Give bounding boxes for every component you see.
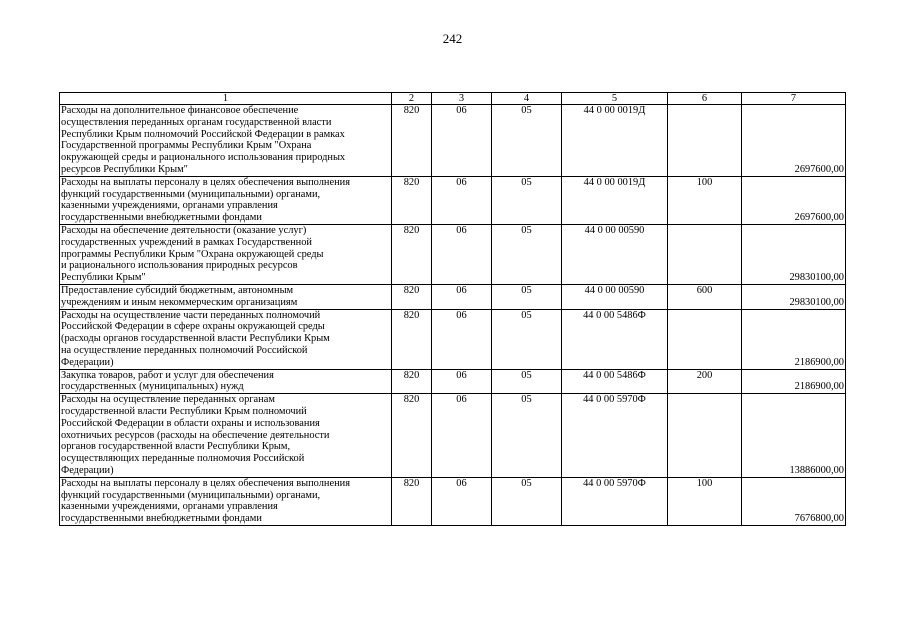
subsection-cell: 05 — [492, 394, 562, 478]
section-cell: 06 — [432, 284, 492, 309]
header-cell-2: 2 — [392, 93, 432, 105]
item-name-cell — [60, 477, 392, 525]
target-article-cell: 44 0 00 00590 — [562, 224, 668, 284]
expense-type-cell: 100 — [668, 176, 742, 224]
expense-type-cell: 100 — [668, 477, 742, 525]
subsection-cell: 05 — [492, 369, 562, 394]
expense-type-cell: 600 — [668, 284, 742, 309]
item-name-line: Расходы на обеспечение деятельности (оказание услуг) — [61, 224, 307, 236]
item-name-line: Предоставление субсидий бюджетным, автономным — [61, 284, 294, 296]
item-name-line: государственных учреждений в рамках Государственной — [61, 236, 312, 248]
subsection-cell: 05 — [492, 284, 562, 309]
budget-table — [59, 92, 846, 526]
amount-cell: 2697600,00 — [742, 105, 846, 177]
grbs-cell: 820 — [392, 394, 432, 478]
subsection-cell: 05 — [492, 477, 562, 525]
item-name-line: на осуществление переданных полномочий Российской — [61, 344, 308, 356]
table-row — [60, 309, 846, 369]
table-row — [60, 284, 846, 309]
target-article-cell: 44 0 00 0019Д — [562, 105, 668, 177]
grbs-cell: 820 — [392, 284, 432, 309]
item-name-line: функций государственными (муниципальными) органами, — [61, 489, 321, 501]
item-name-line: Расходы на выплаты персоналу в целях обеспечения выполнения — [61, 176, 350, 188]
header-cell-1: 1 — [60, 93, 392, 105]
grbs-cell: 820 — [392, 369, 432, 394]
item-name-line: программы Республики Крым "Охрана окружающей среды — [61, 248, 324, 260]
expense-type-cell — [668, 224, 742, 284]
subsection-cell: 05 — [492, 105, 562, 177]
grbs-cell: 820 — [392, 176, 432, 224]
grbs-cell: 820 — [392, 309, 432, 369]
item-name-line: осуществления переданных органам государственной власти — [61, 116, 332, 128]
subsection-cell: 05 — [492, 176, 562, 224]
item-name-line: органов государственной власти Республики Крым, — [61, 441, 291, 453]
item-name-cell — [60, 394, 392, 478]
item-name-line: Закупка товаров, работ и услуг для обеспечения — [61, 369, 274, 381]
target-article-cell: 44 0 00 5970Ф — [562, 394, 668, 478]
header-row — [60, 93, 846, 105]
section-cell: 06 — [432, 477, 492, 525]
expense-type-cell — [668, 394, 742, 478]
subsection-cell: 05 — [492, 224, 562, 284]
item-name-line: казенными учреждениями, органами управления — [61, 501, 278, 513]
item-name-line: государственными внебюджетными фондами — [61, 513, 262, 525]
item-name-line: Республики Крым полномочий Российской Федерации в рамках — [61, 128, 345, 140]
item-name-line: Расходы на осуществление части переданных полномочий — [61, 309, 321, 321]
item-name-line: осуществляющих переданные полномочия Российской — [61, 453, 305, 465]
expense-type-cell: 200 — [668, 369, 742, 394]
item-name-line: учреждениям и иным некоммерческим организациям — [61, 296, 298, 308]
amount-cell: 29830100,00 — [742, 284, 846, 309]
item-name-line: Республики Крым" — [61, 272, 146, 284]
header-cell-6: 6 — [668, 93, 742, 105]
section-cell: 06 — [432, 176, 492, 224]
target-article-cell: 44 0 00 5486Ф — [562, 369, 668, 394]
table-row — [60, 105, 846, 177]
table-row — [60, 477, 846, 525]
item-name-line: окружающей среды и рационального использования природных — [61, 152, 346, 164]
item-name-cell — [60, 284, 392, 309]
item-name-line: государственной власти Республики Крым полномочий — [61, 405, 307, 417]
amount-cell: 7676800,00 — [742, 477, 846, 525]
item-name-line: охотничьих ресурсов (расходы на обеспечение деятельности — [61, 429, 330, 441]
item-name-line: казенными учреждениями, органами управления — [61, 200, 278, 212]
table-body — [60, 93, 846, 526]
grbs-cell: 820 — [392, 105, 432, 177]
expense-type-cell — [668, 105, 742, 177]
table-row — [60, 224, 846, 284]
section-cell: 06 — [432, 224, 492, 284]
header-cell-4: 4 — [492, 93, 562, 105]
item-name-cell — [60, 176, 392, 224]
target-article-cell: 44 0 00 5486Ф — [562, 309, 668, 369]
amount-cell: 2186900,00 — [742, 369, 846, 394]
item-name-line: Федерации) — [61, 356, 114, 368]
item-name-line: ресурсов Республики Крым" — [61, 163, 188, 175]
expense-type-cell — [668, 309, 742, 369]
item-name-line: Российской Федерации в области охраны и использования — [61, 417, 320, 429]
target-article-cell: 44 0 00 5970Ф — [562, 477, 668, 525]
item-name-line: Государственной программы Республики Крым "Охрана — [61, 140, 312, 152]
item-name-cell — [60, 105, 392, 177]
section-cell: 06 — [432, 309, 492, 369]
item-name-line: (расходы органов государственной власти Республики Крым — [61, 333, 330, 345]
grbs-cell: 820 — [392, 224, 432, 284]
header-cell-3: 3 — [432, 93, 492, 105]
grbs-cell: 820 — [392, 477, 432, 525]
header-cell-7: 7 — [742, 93, 846, 105]
item-name-line: функций государственными (муниципальными) органами, — [61, 188, 321, 200]
section-cell: 06 — [432, 394, 492, 478]
item-name-line: Расходы на выплаты персоналу в целях обеспечения выполнения — [61, 477, 350, 489]
item-name-line: государственными внебюджетными фондами — [61, 212, 262, 224]
item-name-line: государственных (муниципальных) нужд — [61, 381, 244, 393]
amount-cell: 13886000,00 — [742, 394, 846, 478]
amount-cell: 29830100,00 — [742, 224, 846, 284]
item-name-line: Расходы на дополнительное финансовое обеспечение — [61, 105, 299, 116]
page-number: 242 — [442, 31, 463, 46]
header-cell-5: 5 — [562, 93, 668, 105]
target-article-cell: 44 0 00 00590 — [562, 284, 668, 309]
amount-cell: 2186900,00 — [742, 309, 846, 369]
target-article-cell: 44 0 00 0019Д — [562, 176, 668, 224]
table-row — [60, 394, 846, 478]
item-name-line: и рационального использования природных ресурсов — [61, 260, 298, 272]
item-name-cell — [60, 309, 392, 369]
section-cell: 06 — [432, 369, 492, 394]
subsection-cell: 05 — [492, 309, 562, 369]
item-name-line: Российской Федерации в сфере охраны окружающей среды — [61, 321, 325, 333]
table-row — [60, 369, 846, 394]
item-name-line: Федерации) — [61, 464, 114, 476]
item-name-cell — [60, 224, 392, 284]
item-name-line: Расходы на осуществление переданных органам — [61, 394, 275, 406]
table-row — [60, 176, 846, 224]
section-cell: 06 — [432, 105, 492, 177]
amount-cell: 2697600,00 — [742, 176, 846, 224]
item-name-cell — [60, 369, 392, 394]
